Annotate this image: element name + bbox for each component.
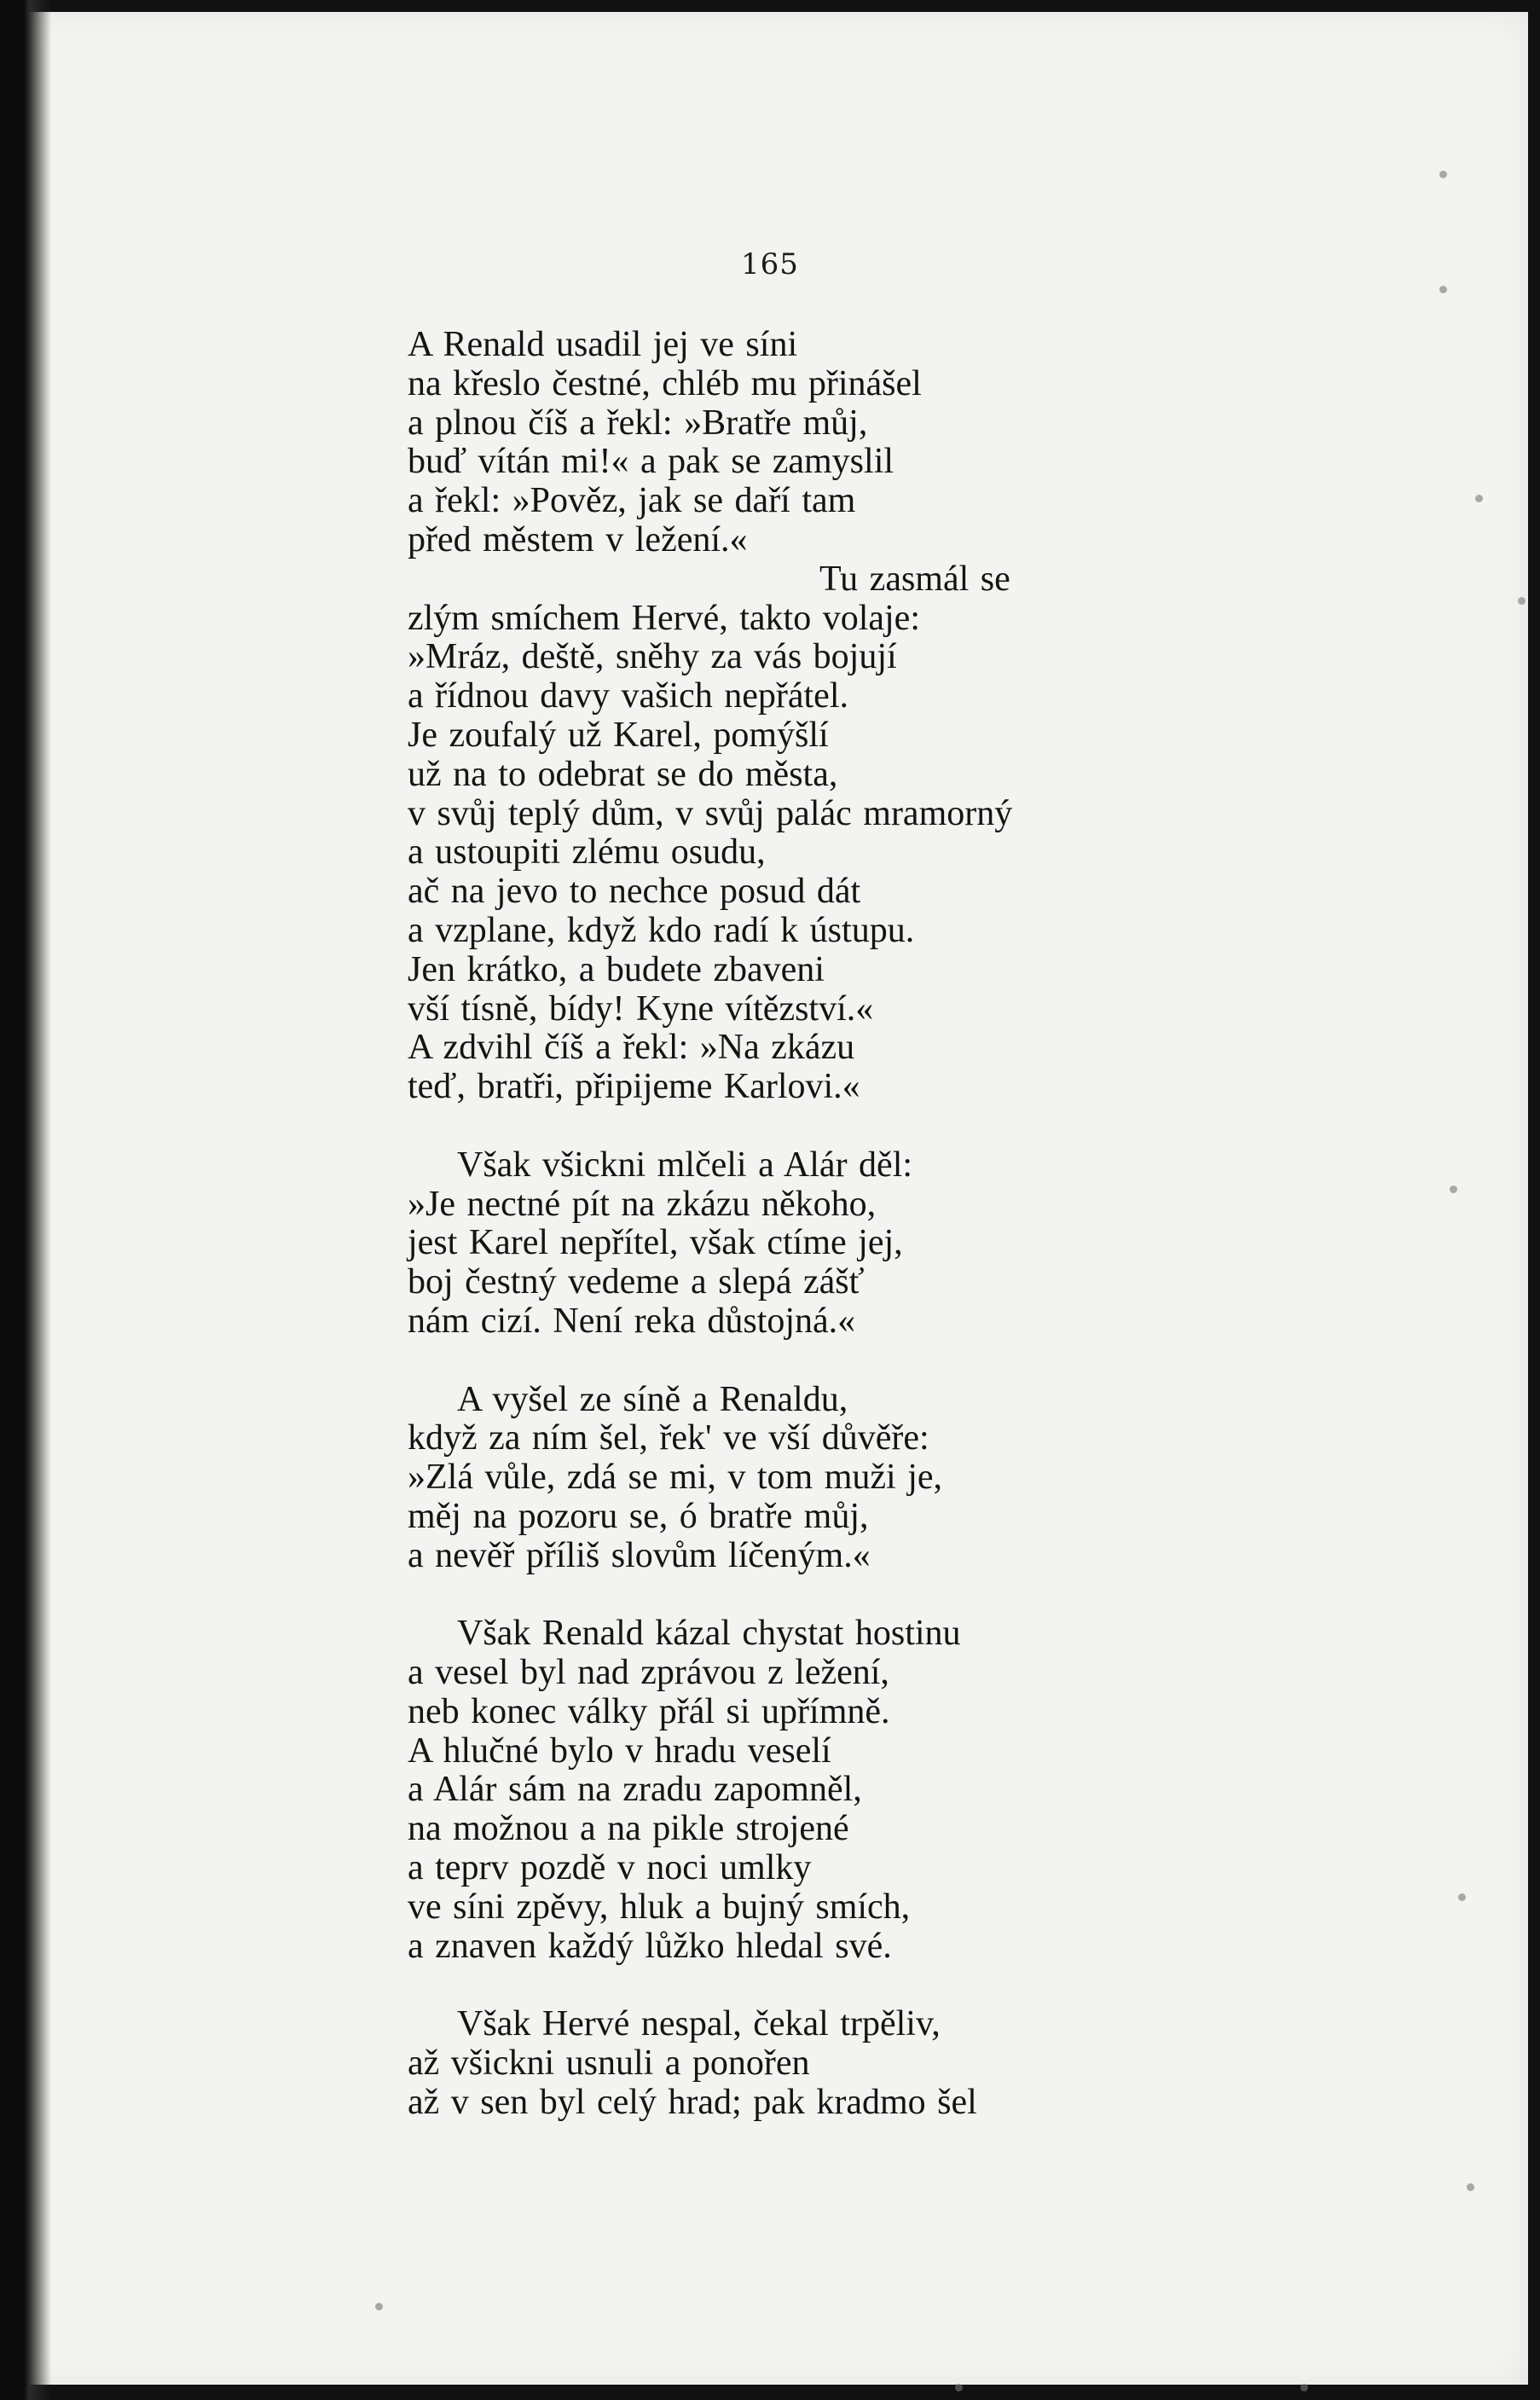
poem-line: Však Renald kázal chystat hostinu [457, 1614, 961, 1654]
stanza-gap [408, 1107, 1329, 1146]
poem-line: když za ním šel, řek' ve vší důvěře: [408, 1418, 929, 1458]
poem-text [408, 326, 1329, 2123]
poem-line: už na to odebrat se do města, [408, 754, 838, 794]
poem-line: zlým smíchem Hervé, takto volaje: [408, 598, 920, 638]
scan-speck [375, 2303, 383, 2310]
stanza-gap [408, 1342, 1329, 1381]
scan-speck [1300, 2384, 1308, 2391]
poem-line: ač na jevo to nechce posud dát [408, 872, 861, 912]
poem-line: A zdvihl číš a řekl: »Na zkázu [408, 1028, 855, 1068]
poem-line: a nevěř příliš slovům líčeným.« [408, 1535, 871, 1575]
poem-line: a plnou číš a řekl: »Bratře můj, [408, 403, 868, 443]
poem-line: A hlučné bylo v hradu veselí [408, 1730, 831, 1771]
poem-line: Však všickni mlčeli a Alár děl: [457, 1145, 913, 1185]
scan-speck [1450, 1186, 1457, 1193]
poem-line: a znaven každý lůžko hledal své. [408, 1926, 892, 1966]
poem-line: v svůj teplý dům, v svůj palác mramorný [408, 793, 1013, 833]
poem-line: neb konec války přál si upřímně. [408, 1691, 890, 1731]
poem-line: Je zoufalý už Karel, pomýšlí [408, 715, 829, 755]
poem-line: a vesel byl nad zprávou z ležení, [408, 1653, 889, 1693]
poem-line: měj na pozoru se, ó bratře můj, [408, 1496, 869, 1536]
poem-line: Tu zasmál se [819, 559, 1010, 599]
poem-line: nám cizí. Není reka důstojná.« [408, 1301, 856, 1341]
poem-line: před městem v ležení.« [408, 519, 748, 559]
poem-line: A Renald usadil jej ve síni [408, 325, 798, 364]
scan-speck [1467, 2183, 1474, 2191]
poem-line: až všickni usnuli a ponořen [408, 2043, 810, 2084]
page-number: 165 [741, 247, 799, 281]
scan-speck [1518, 597, 1526, 605]
poem-line: »Mráz, deště, sněhy za vás bojují [408, 637, 897, 677]
poem-line: a vzplane, když kdo radí k ústupu. [408, 910, 915, 950]
poem-line: vší tísně, bídy! Kyne vítězství.« [408, 988, 874, 1029]
poem-line: a řekl: »Pověz, jak se daří tam [408, 481, 856, 521]
scan-speck [1475, 495, 1483, 502]
poem-line: Však Hervé nespal, čekal trpěliv, [457, 2004, 941, 2044]
scan-speck [1458, 1893, 1466, 1901]
poem-line: jest Karel nepřítel, však ctíme jej, [408, 1223, 903, 1263]
stanza-gap [408, 1576, 1329, 1615]
poem-line: Jen krátko, a budete zbaveni [408, 949, 825, 989]
poem-line: a ustoupiti zlému osudu, [408, 832, 766, 872]
page-binding-edge [0, 0, 51, 2400]
poem-line: »Zlá vůle, zdá se mi, v tom muži je, [408, 1458, 943, 1498]
poem-line: a řídnou davy vašich nepřátel. [408, 676, 848, 716]
stanza-gap [408, 1966, 1329, 2005]
scan-speck [1439, 286, 1447, 293]
poem-line: teď, bratři, připijeme Karlovi.« [408, 1067, 860, 1107]
poem-line: boj čestný vedeme a slepá zášť [408, 1262, 865, 1302]
poem-line: na možnou a na pikle strojené [408, 1809, 849, 1849]
poem-line: až v sen byl celý hrad; pak kradmo šel [408, 2082, 977, 2122]
scan-speck [955, 2384, 963, 2391]
poem-line: buď vítán mi!« a pak se zamyslil [408, 442, 894, 482]
poem-line: a Alár sám na zradu zapomněl, [408, 1770, 862, 1810]
poem-line: a teprv pozdě v noci umlky [408, 1848, 812, 1888]
poem-line: na křeslo čestné, chléb mu přinášel [408, 363, 922, 403]
scan-speck [1439, 171, 1447, 178]
poem-line: ve síni zpěvy, hluk a bujný smích, [408, 1887, 911, 1927]
poem-line: »Je nectné pít na zkázu někoho, [408, 1184, 877, 1224]
poem-line: A vyšel ze síně a Renaldu, [457, 1379, 848, 1419]
